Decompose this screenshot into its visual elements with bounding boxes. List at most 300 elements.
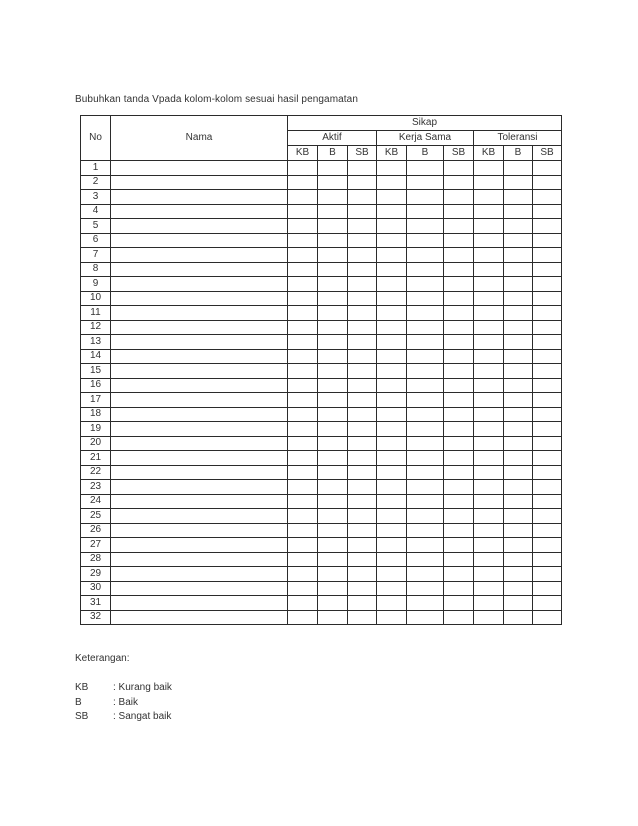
score-cell[interactable]: [348, 523, 377, 538]
name-cell[interactable]: [111, 335, 288, 350]
score-cell[interactable]: [444, 393, 474, 408]
score-cell[interactable]: [288, 480, 318, 495]
score-cell[interactable]: [288, 596, 318, 611]
score-cell[interactable]: [288, 204, 318, 219]
score-cell[interactable]: [348, 422, 377, 437]
score-cell[interactable]: [474, 407, 504, 422]
score-cell[interactable]: [288, 393, 318, 408]
score-cell[interactable]: [377, 306, 407, 321]
name-cell[interactable]: [111, 538, 288, 553]
score-cell[interactable]: [474, 161, 504, 176]
score-cell[interactable]: [407, 451, 444, 466]
score-cell[interactable]: [318, 436, 348, 451]
name-cell[interactable]: [111, 422, 288, 437]
score-cell[interactable]: [377, 248, 407, 263]
score-cell[interactable]: [288, 262, 318, 277]
score-cell[interactable]: [318, 204, 348, 219]
score-cell[interactable]: [504, 161, 533, 176]
score-cell[interactable]: [533, 422, 562, 437]
score-cell[interactable]: [504, 233, 533, 248]
name-cell[interactable]: [111, 219, 288, 234]
score-cell[interactable]: [377, 610, 407, 625]
score-cell[interactable]: [533, 552, 562, 567]
score-cell[interactable]: [474, 190, 504, 205]
score-cell[interactable]: [504, 320, 533, 335]
score-cell[interactable]: [474, 335, 504, 350]
score-cell[interactable]: [288, 465, 318, 480]
score-cell[interactable]: [504, 538, 533, 553]
score-cell[interactable]: [348, 538, 377, 553]
score-cell[interactable]: [533, 262, 562, 277]
score-cell[interactable]: [407, 277, 444, 292]
score-cell[interactable]: [504, 393, 533, 408]
score-cell[interactable]: [348, 581, 377, 596]
score-cell[interactable]: [288, 349, 318, 364]
score-cell[interactable]: [474, 364, 504, 379]
score-cell[interactable]: [504, 451, 533, 466]
score-cell[interactable]: [533, 523, 562, 538]
score-cell[interactable]: [474, 610, 504, 625]
score-cell[interactable]: [407, 378, 444, 393]
score-cell[interactable]: [407, 581, 444, 596]
score-cell[interactable]: [288, 175, 318, 190]
score-cell[interactable]: [288, 581, 318, 596]
score-cell[interactable]: [533, 538, 562, 553]
score-cell[interactable]: [444, 262, 474, 277]
score-cell[interactable]: [533, 364, 562, 379]
name-cell[interactable]: [111, 277, 288, 292]
score-cell[interactable]: [444, 465, 474, 480]
score-cell[interactable]: [533, 161, 562, 176]
score-cell[interactable]: [318, 161, 348, 176]
score-cell[interactable]: [533, 204, 562, 219]
score-cell[interactable]: [288, 407, 318, 422]
score-cell[interactable]: [318, 175, 348, 190]
score-cell[interactable]: [504, 306, 533, 321]
score-cell[interactable]: [318, 335, 348, 350]
score-cell[interactable]: [444, 320, 474, 335]
score-cell[interactable]: [318, 248, 348, 263]
score-cell[interactable]: [504, 610, 533, 625]
score-cell[interactable]: [444, 538, 474, 553]
score-cell[interactable]: [377, 233, 407, 248]
score-cell[interactable]: [504, 465, 533, 480]
name-cell[interactable]: [111, 465, 288, 480]
score-cell[interactable]: [288, 436, 318, 451]
score-cell[interactable]: [348, 393, 377, 408]
score-cell[interactable]: [318, 538, 348, 553]
score-cell[interactable]: [288, 451, 318, 466]
score-cell[interactable]: [377, 596, 407, 611]
score-cell[interactable]: [504, 596, 533, 611]
score-cell[interactable]: [533, 233, 562, 248]
score-cell[interactable]: [533, 480, 562, 495]
score-cell[interactable]: [377, 277, 407, 292]
score-cell[interactable]: [444, 378, 474, 393]
score-cell[interactable]: [407, 480, 444, 495]
score-cell[interactable]: [474, 465, 504, 480]
score-cell[interactable]: [407, 494, 444, 509]
score-cell[interactable]: [407, 393, 444, 408]
score-cell[interactable]: [288, 161, 318, 176]
score-cell[interactable]: [318, 552, 348, 567]
score-cell[interactable]: [533, 407, 562, 422]
name-cell[interactable]: [111, 320, 288, 335]
score-cell[interactable]: [377, 451, 407, 466]
score-cell[interactable]: [288, 190, 318, 205]
name-cell[interactable]: [111, 610, 288, 625]
score-cell[interactable]: [444, 175, 474, 190]
score-cell[interactable]: [288, 219, 318, 234]
score-cell[interactable]: [348, 364, 377, 379]
score-cell[interactable]: [288, 277, 318, 292]
score-cell[interactable]: [474, 596, 504, 611]
score-cell[interactable]: [533, 567, 562, 582]
score-cell[interactable]: [407, 175, 444, 190]
score-cell[interactable]: [474, 219, 504, 234]
score-cell[interactable]: [318, 393, 348, 408]
name-cell[interactable]: [111, 291, 288, 306]
score-cell[interactable]: [533, 393, 562, 408]
score-cell[interactable]: [504, 494, 533, 509]
score-cell[interactable]: [377, 364, 407, 379]
score-cell[interactable]: [348, 596, 377, 611]
score-cell[interactable]: [288, 610, 318, 625]
name-cell[interactable]: [111, 248, 288, 263]
score-cell[interactable]: [474, 436, 504, 451]
score-cell[interactable]: [348, 480, 377, 495]
score-cell[interactable]: [444, 349, 474, 364]
score-cell[interactable]: [318, 262, 348, 277]
score-cell[interactable]: [377, 219, 407, 234]
score-cell[interactable]: [444, 581, 474, 596]
score-cell[interactable]: [288, 291, 318, 306]
score-cell[interactable]: [348, 262, 377, 277]
score-cell[interactable]: [533, 306, 562, 321]
score-cell[interactable]: [288, 552, 318, 567]
score-cell[interactable]: [318, 190, 348, 205]
score-cell[interactable]: [348, 567, 377, 582]
score-cell[interactable]: [474, 277, 504, 292]
score-cell[interactable]: [407, 523, 444, 538]
score-cell[interactable]: [377, 262, 407, 277]
score-cell[interactable]: [407, 219, 444, 234]
name-cell[interactable]: [111, 378, 288, 393]
name-cell[interactable]: [111, 349, 288, 364]
score-cell[interactable]: [318, 509, 348, 524]
score-cell[interactable]: [348, 436, 377, 451]
name-cell[interactable]: [111, 509, 288, 524]
score-cell[interactable]: [407, 596, 444, 611]
score-cell[interactable]: [348, 465, 377, 480]
score-cell[interactable]: [474, 567, 504, 582]
score-cell[interactable]: [444, 596, 474, 611]
score-cell[interactable]: [504, 335, 533, 350]
score-cell[interactable]: [474, 320, 504, 335]
score-cell[interactable]: [288, 364, 318, 379]
score-cell[interactable]: [288, 233, 318, 248]
score-cell[interactable]: [288, 494, 318, 509]
score-cell[interactable]: [407, 204, 444, 219]
score-cell[interactable]: [318, 407, 348, 422]
score-cell[interactable]: [504, 407, 533, 422]
score-cell[interactable]: [377, 320, 407, 335]
score-cell[interactable]: [318, 320, 348, 335]
score-cell[interactable]: [348, 509, 377, 524]
score-cell[interactable]: [504, 422, 533, 437]
score-cell[interactable]: [504, 190, 533, 205]
score-cell[interactable]: [504, 552, 533, 567]
score-cell[interactable]: [377, 552, 407, 567]
score-cell[interactable]: [407, 320, 444, 335]
score-cell[interactable]: [474, 552, 504, 567]
score-cell[interactable]: [407, 610, 444, 625]
score-cell[interactable]: [474, 451, 504, 466]
score-cell[interactable]: [444, 161, 474, 176]
score-cell[interactable]: [377, 422, 407, 437]
name-cell[interactable]: [111, 494, 288, 509]
score-cell[interactable]: [474, 306, 504, 321]
name-cell[interactable]: [111, 175, 288, 190]
score-cell[interactable]: [318, 523, 348, 538]
score-cell[interactable]: [474, 291, 504, 306]
score-cell[interactable]: [444, 204, 474, 219]
score-cell[interactable]: [444, 567, 474, 582]
score-cell[interactable]: [533, 378, 562, 393]
score-cell[interactable]: [288, 567, 318, 582]
score-cell[interactable]: [474, 262, 504, 277]
score-cell[interactable]: [504, 480, 533, 495]
name-cell[interactable]: [111, 161, 288, 176]
score-cell[interactable]: [288, 335, 318, 350]
score-cell[interactable]: [318, 277, 348, 292]
score-cell[interactable]: [533, 320, 562, 335]
score-cell[interactable]: [407, 291, 444, 306]
score-cell[interactable]: [318, 465, 348, 480]
score-cell[interactable]: [474, 480, 504, 495]
score-cell[interactable]: [504, 567, 533, 582]
score-cell[interactable]: [377, 204, 407, 219]
score-cell[interactable]: [407, 407, 444, 422]
score-cell[interactable]: [444, 436, 474, 451]
score-cell[interactable]: [348, 335, 377, 350]
score-cell[interactable]: [288, 422, 318, 437]
score-cell[interactable]: [444, 610, 474, 625]
score-cell[interactable]: [504, 204, 533, 219]
score-cell[interactable]: [288, 306, 318, 321]
score-cell[interactable]: [444, 509, 474, 524]
score-cell[interactable]: [533, 291, 562, 306]
score-cell[interactable]: [474, 233, 504, 248]
name-cell[interactable]: [111, 596, 288, 611]
score-cell[interactable]: [318, 349, 348, 364]
score-cell[interactable]: [318, 567, 348, 582]
score-cell[interactable]: [348, 233, 377, 248]
score-cell[interactable]: [474, 422, 504, 437]
score-cell[interactable]: [504, 364, 533, 379]
score-cell[interactable]: [377, 538, 407, 553]
score-cell[interactable]: [377, 407, 407, 422]
score-cell[interactable]: [474, 581, 504, 596]
score-cell[interactable]: [348, 248, 377, 263]
score-cell[interactable]: [504, 349, 533, 364]
score-cell[interactable]: [444, 190, 474, 205]
score-cell[interactable]: [444, 233, 474, 248]
score-cell[interactable]: [407, 567, 444, 582]
score-cell[interactable]: [407, 248, 444, 263]
score-cell[interactable]: [504, 378, 533, 393]
score-cell[interactable]: [407, 190, 444, 205]
score-cell[interactable]: [407, 349, 444, 364]
score-cell[interactable]: [533, 349, 562, 364]
score-cell[interactable]: [533, 219, 562, 234]
score-cell[interactable]: [474, 248, 504, 263]
score-cell[interactable]: [444, 219, 474, 234]
score-cell[interactable]: [504, 291, 533, 306]
name-cell[interactable]: [111, 436, 288, 451]
score-cell[interactable]: [533, 596, 562, 611]
score-cell[interactable]: [318, 422, 348, 437]
score-cell[interactable]: [318, 233, 348, 248]
score-cell[interactable]: [318, 596, 348, 611]
score-cell[interactable]: [288, 523, 318, 538]
score-cell[interactable]: [444, 480, 474, 495]
score-cell[interactable]: [348, 277, 377, 292]
name-cell[interactable]: [111, 480, 288, 495]
score-cell[interactable]: [504, 581, 533, 596]
score-cell[interactable]: [288, 509, 318, 524]
score-cell[interactable]: [348, 552, 377, 567]
score-cell[interactable]: [444, 306, 474, 321]
score-cell[interactable]: [348, 451, 377, 466]
score-cell[interactable]: [348, 190, 377, 205]
name-cell[interactable]: [111, 581, 288, 596]
score-cell[interactable]: [533, 335, 562, 350]
name-cell[interactable]: [111, 204, 288, 219]
score-cell[interactable]: [407, 436, 444, 451]
score-cell[interactable]: [444, 523, 474, 538]
score-cell[interactable]: [377, 581, 407, 596]
score-cell[interactable]: [318, 480, 348, 495]
score-cell[interactable]: [318, 306, 348, 321]
score-cell[interactable]: [407, 306, 444, 321]
score-cell[interactable]: [474, 509, 504, 524]
score-cell[interactable]: [348, 378, 377, 393]
score-cell[interactable]: [533, 175, 562, 190]
score-cell[interactable]: [474, 393, 504, 408]
score-cell[interactable]: [318, 451, 348, 466]
score-cell[interactable]: [407, 552, 444, 567]
score-cell[interactable]: [407, 364, 444, 379]
score-cell[interactable]: [504, 219, 533, 234]
score-cell[interactable]: [533, 190, 562, 205]
score-cell[interactable]: [504, 277, 533, 292]
score-cell[interactable]: [407, 465, 444, 480]
name-cell[interactable]: [111, 523, 288, 538]
score-cell[interactable]: [533, 436, 562, 451]
name-cell[interactable]: [111, 364, 288, 379]
score-cell[interactable]: [474, 538, 504, 553]
score-cell[interactable]: [377, 436, 407, 451]
score-cell[interactable]: [377, 494, 407, 509]
score-cell[interactable]: [504, 509, 533, 524]
score-cell[interactable]: [474, 204, 504, 219]
score-cell[interactable]: [318, 219, 348, 234]
score-cell[interactable]: [407, 538, 444, 553]
score-cell[interactable]: [348, 291, 377, 306]
score-cell[interactable]: [407, 161, 444, 176]
name-cell[interactable]: [111, 552, 288, 567]
score-cell[interactable]: [407, 262, 444, 277]
score-cell[interactable]: [444, 552, 474, 567]
score-cell[interactable]: [377, 523, 407, 538]
score-cell[interactable]: [348, 494, 377, 509]
score-cell[interactable]: [533, 509, 562, 524]
score-cell[interactable]: [474, 378, 504, 393]
score-cell[interactable]: [288, 320, 318, 335]
score-cell[interactable]: [318, 610, 348, 625]
score-cell[interactable]: [444, 422, 474, 437]
score-cell[interactable]: [444, 277, 474, 292]
score-cell[interactable]: [377, 175, 407, 190]
score-cell[interactable]: [474, 175, 504, 190]
name-cell[interactable]: [111, 233, 288, 248]
score-cell[interactable]: [533, 494, 562, 509]
score-cell[interactable]: [318, 291, 348, 306]
score-cell[interactable]: [407, 233, 444, 248]
name-cell[interactable]: [111, 567, 288, 582]
score-cell[interactable]: [348, 610, 377, 625]
name-cell[interactable]: [111, 451, 288, 466]
score-cell[interactable]: [474, 494, 504, 509]
score-cell[interactable]: [348, 219, 377, 234]
score-cell[interactable]: [318, 378, 348, 393]
name-cell[interactable]: [111, 393, 288, 408]
score-cell[interactable]: [533, 248, 562, 263]
score-cell[interactable]: [407, 509, 444, 524]
score-cell[interactable]: [318, 494, 348, 509]
score-cell[interactable]: [504, 262, 533, 277]
score-cell[interactable]: [377, 291, 407, 306]
score-cell[interactable]: [377, 378, 407, 393]
name-cell[interactable]: [111, 262, 288, 277]
score-cell[interactable]: [444, 335, 474, 350]
score-cell[interactable]: [533, 451, 562, 466]
score-cell[interactable]: [474, 523, 504, 538]
score-cell[interactable]: [377, 393, 407, 408]
score-cell[interactable]: [504, 523, 533, 538]
score-cell[interactable]: [444, 451, 474, 466]
score-cell[interactable]: [288, 538, 318, 553]
score-cell[interactable]: [407, 422, 444, 437]
score-cell[interactable]: [348, 175, 377, 190]
score-cell[interactable]: [444, 364, 474, 379]
score-cell[interactable]: [377, 161, 407, 176]
score-cell[interactable]: [288, 248, 318, 263]
name-cell[interactable]: [111, 407, 288, 422]
name-cell[interactable]: [111, 190, 288, 205]
score-cell[interactable]: [533, 610, 562, 625]
score-cell[interactable]: [533, 581, 562, 596]
name-cell[interactable]: [111, 306, 288, 321]
score-cell[interactable]: [533, 277, 562, 292]
score-cell[interactable]: [377, 349, 407, 364]
score-cell[interactable]: [318, 581, 348, 596]
score-cell[interactable]: [444, 494, 474, 509]
score-cell[interactable]: [377, 465, 407, 480]
score-cell[interactable]: [348, 306, 377, 321]
score-cell[interactable]: [377, 480, 407, 495]
